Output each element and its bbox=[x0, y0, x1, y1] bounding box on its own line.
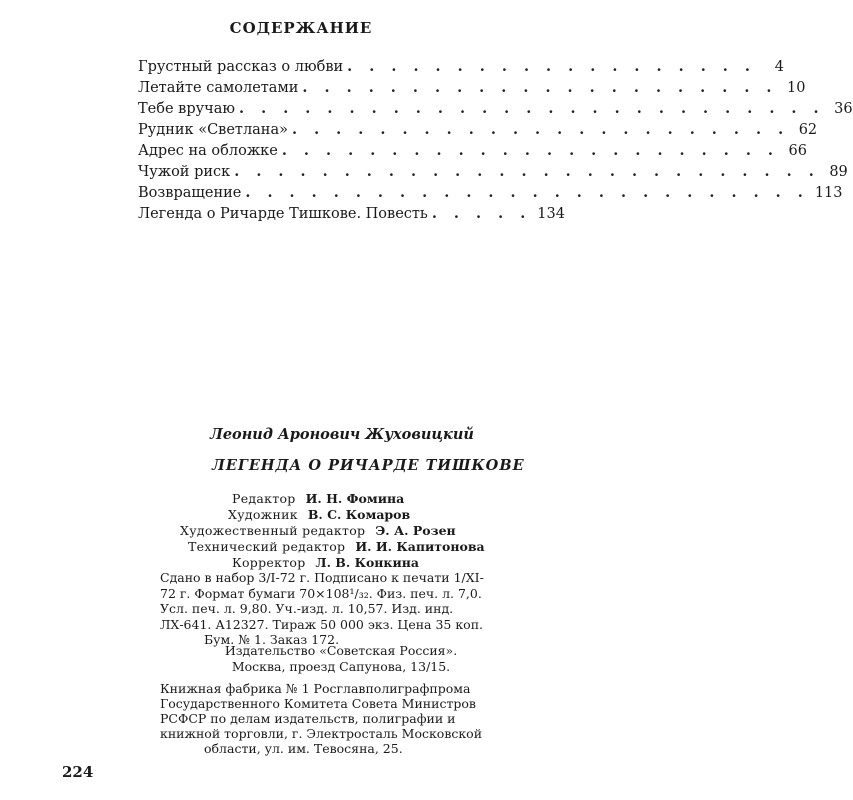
printer-line: Государственного Комитета Совета Министров bbox=[160, 696, 476, 711]
publication-data bbox=[160, 570, 522, 648]
toc-entry bbox=[138, 121, 818, 142]
toc-entry bbox=[138, 142, 807, 163]
printer-line: Книжная фабрика № 1 Росглавполиграфпрома bbox=[160, 681, 471, 696]
toc-entry bbox=[138, 58, 784, 79]
toc-entry-title: Летайте самолетами bbox=[138, 80, 299, 96]
toc-leader-dots: . . . . . . . . . . . . . . . . . . . . . . . . . . . bbox=[234, 163, 820, 180]
toc-entry-page: 36 bbox=[834, 101, 853, 117]
printer-line: книжной торговли, г. Электросталь Московской bbox=[160, 726, 483, 741]
staff-name: Э. А. Розен bbox=[375, 523, 456, 538]
printer-line: РСФСР по делам издательств, полиграфии и bbox=[160, 711, 456, 726]
staff-row bbox=[180, 507, 485, 523]
toc-leader-dots: . . . . . . . . . . . . . . . . . . . bbox=[347, 58, 756, 75]
staff-name: В. С. Комаров bbox=[307, 507, 411, 522]
staff-name: И. И. Капитонова bbox=[355, 539, 485, 554]
toc-heading: СОДЕРЖАНИЕ bbox=[229, 19, 373, 37]
toc-leader-dots: . . . . . . . . . . . . . . . . . . . . . . . bbox=[291, 121, 790, 138]
table-of-contents bbox=[138, 58, 853, 226]
staff-row bbox=[180, 491, 485, 507]
publication-data-line: Бум. № 1. Заказ 172. bbox=[204, 632, 340, 647]
toc-entry-page: 4 bbox=[774, 59, 784, 75]
publisher-line: Москва, проезд Сапунова, 13/15. bbox=[231, 658, 451, 674]
page-number: 224 bbox=[62, 763, 94, 781]
toc-entry-title: Рудник «Светлана» bbox=[138, 122, 288, 138]
staff-role: Корректор bbox=[232, 555, 306, 570]
publisher-line: Издательство «Советская Россия». bbox=[224, 643, 458, 658]
toc-leader-dots: . . . . . . . . . . . . . . . . . . . . . . bbox=[302, 79, 778, 96]
toc-entry bbox=[138, 205, 565, 226]
editorial-staff bbox=[180, 491, 485, 571]
publication-data-line: 72 г. Формат бумаги 70×108¹/₃₂. Физ. печ. л. 7,0. bbox=[160, 585, 482, 601]
publication-data-line: ЛХ-641. А12327. Тираж 50 000 экз. Цена 35 коп. bbox=[160, 616, 483, 632]
toc-entry-page: 10 bbox=[787, 80, 806, 96]
staff-name: И. Н. Фомина bbox=[305, 491, 405, 506]
staff-role: Художественный редактор bbox=[180, 523, 366, 538]
publisher-info bbox=[160, 643, 522, 674]
toc-leader-dots: . . . . . . . . . . . . . . . . . . . . . . . . . . bbox=[245, 184, 809, 201]
toc-entry-page: 113 bbox=[814, 185, 843, 201]
book-title: ЛЕГЕНДА О РИЧАРДЕ ТИШКОВЕ bbox=[212, 457, 525, 474]
publication-data-line: Усл. печ. л. 9,80. Уч.-изд. л. 10,57. Изд. инд. bbox=[160, 601, 454, 616]
toc-entry bbox=[138, 163, 848, 184]
printer-line: области, ул. им. Тевосяна, 25. bbox=[204, 741, 403, 756]
staff-row bbox=[180, 539, 485, 555]
toc-entry-title: Тебе вручаю bbox=[138, 101, 236, 117]
toc-entry-title: Чужой риск bbox=[138, 164, 231, 180]
toc-entry-page: 134 bbox=[537, 206, 565, 222]
toc-leader-dots: . . . . . . . . . . . . . . . . . . . . . . . . . . . bbox=[239, 100, 825, 117]
toc-leader-dots: . . . . . . . . . . . . . . . . . . . . . . . bbox=[281, 142, 779, 159]
staff-name: Л. В. Конкина bbox=[315, 555, 419, 570]
toc-entry bbox=[138, 79, 806, 100]
toc-entry bbox=[138, 100, 853, 121]
toc-entry bbox=[138, 184, 843, 205]
toc-entry-title: Адрес на обложке bbox=[138, 143, 278, 159]
staff-row bbox=[180, 555, 485, 571]
staff-role: Редактор bbox=[232, 491, 296, 506]
toc-entry-page: 89 bbox=[829, 164, 848, 180]
toc-entry-title: Грустный рассказ о любви bbox=[138, 59, 344, 75]
staff-role: Художник bbox=[228, 507, 298, 522]
toc-entry-title: Легенда о Ричарде Тишкове. Повесть bbox=[138, 206, 428, 222]
toc-leader-dots: . . . . . bbox=[431, 205, 532, 222]
toc-entry-page: 62 bbox=[798, 122, 818, 138]
publication-data-line: Сдано в набор 3/I-72 г. Подписано к печати 1/XI- bbox=[160, 570, 484, 585]
toc-entry-title: Возвращение bbox=[138, 185, 242, 201]
author-name: Леонид Аронович Жуховицкий bbox=[210, 426, 474, 443]
toc-entry-page: 66 bbox=[788, 143, 807, 159]
printer-info bbox=[160, 681, 522, 756]
staff-row bbox=[180, 523, 485, 539]
staff-role: Технический редактор bbox=[188, 539, 346, 554]
